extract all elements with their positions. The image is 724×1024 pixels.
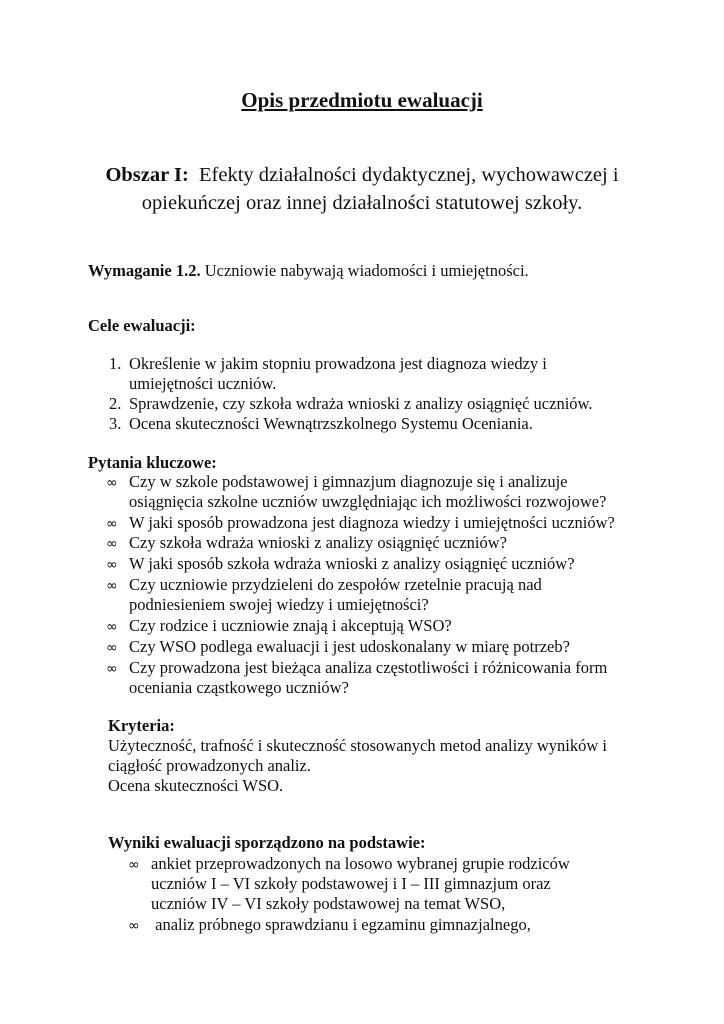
pytania-item-8-line-2: oceniania cząstkowego uczniów? (129, 678, 349, 697)
pytania-bullet-2: ∞ (106, 516, 118, 532)
cele-heading: Cele ewaluacji: (88, 316, 196, 335)
pytania-bullet-7: ∞ (106, 640, 118, 656)
cele-item-3-line-1: Ocena skuteczności Wewnątrzszkolnego Systemu Oceniania. (129, 414, 533, 433)
pytania-heading: Pytania kluczowe: (88, 453, 217, 472)
cele-item-1-line-1: Określenie w jakim stopniu prowadzona jest diagnoza wiedzy i (129, 354, 547, 373)
pytania-item-7-line-1: Czy WSO podlega ewaluacji i jest udoskonalany w miarę potrzeb? (129, 637, 570, 656)
pytania-item-1-line-1: Czy w szkole podstawowej i gimnazjum diagnozuje się i analizuje (129, 472, 568, 491)
obszar-text-2: opiekuńczej oraz innej działalności statutowej szkoły. (141, 192, 583, 214)
cele-item-3-number: 3. (109, 414, 122, 433)
kryteria-line-2: ciągłość prowadzonych analiz. (108, 756, 311, 775)
wyniki-item-1-line-1: ankiet przeprowadzonych na losowo wybranej grupie rodziców (151, 854, 570, 873)
wymaganie-text: Uczniowie nabywają wiadomości i umiejętności. (204, 261, 529, 280)
document-title: Opis przedmiotu ewaluacji (241, 88, 483, 112)
pytania-bullet-3: ∞ (106, 536, 118, 552)
wymaganie-label: Wymaganie 1.2. (88, 261, 201, 280)
cele-item-2-number: 2. (109, 394, 122, 413)
pytania-item-2-line-1: W jaki sposób prowadzona jest diagnoza wiedzy i umiejętności uczniów? (129, 513, 615, 532)
pytania-item-6-line-1: Czy rodzice i uczniowie znają i akceptują WSO? (129, 616, 452, 635)
cele-item-1-line-2: umiejętności uczniów. (129, 374, 277, 393)
obszar-text-1: Efekty działalności dydaktycznej, wychowawczej i (199, 164, 619, 186)
kryteria-heading: Kryteria: (108, 716, 175, 735)
pytania-item-3-line-1: Czy szkoła wdraża wnioski z analizy osiągnięć uczniów? (129, 533, 507, 552)
wyniki-heading: Wyniki ewaluacji sporządzono na podstawie: (108, 833, 426, 852)
wyniki-bullet-1: ∞ (128, 857, 140, 873)
pytania-item-1-line-2: osiągnięcia szkolne uczniów uwzględniając ich możliwości rozwojowe? (129, 492, 607, 511)
pytania-bullet-6: ∞ (106, 619, 118, 635)
wyniki-item-2-line-1: analiz próbnego sprawdzianu i egzaminu gimnazjalnego, (151, 915, 531, 934)
obszar-line-1 (90, 161, 634, 189)
pytania-item-4-line-1: W jaki sposób szkoła wdraża wnioski z analizy osiągnięć uczniów? (129, 554, 575, 573)
pytania-item-8-line-1: Czy prowadzona jest bieżąca analiza częstotliwości i różnicowania form (129, 658, 608, 677)
pytania-bullet-4: ∞ (106, 557, 118, 573)
pytania-item-5-line-1: Czy uczniowie przydzieleni do zespołów rzetelnie pracują nad (129, 575, 542, 594)
pytania-bullet-8: ∞ (106, 661, 118, 677)
obszar-label: Obszar I: (105, 164, 189, 186)
pytania-bullet-1: ∞ (106, 475, 118, 491)
wyniki-item-1-line-2: uczniów I – VI szkoły podstawowej i I – III gimnazjum oraz (151, 874, 551, 893)
obszar-section (90, 161, 634, 217)
cele-item-1-number: 1. (109, 354, 122, 373)
pytania-bullet-5: ∞ (106, 578, 118, 594)
pytania-item-5-line-2: podniesieniem swojej wiedzy i umiejętności? (129, 595, 429, 614)
wymaganie-line (88, 261, 529, 281)
kryteria-line-3: Ocena skuteczności WSO. (108, 776, 284, 795)
wyniki-item-1-line-3: uczniów IV – VI szkoły podstawowej na temat WSO, (151, 894, 506, 913)
cele-item-2-line-1: Sprawdzenie, czy szkoła wdraża wnioski z analizy osiągnięć uczniów. (129, 394, 593, 413)
wyniki-bullet-2: ∞ (128, 918, 140, 934)
kryteria-line-1: Użyteczność, trafność i skuteczność stosowanych metod analizy wyników i (108, 736, 607, 755)
